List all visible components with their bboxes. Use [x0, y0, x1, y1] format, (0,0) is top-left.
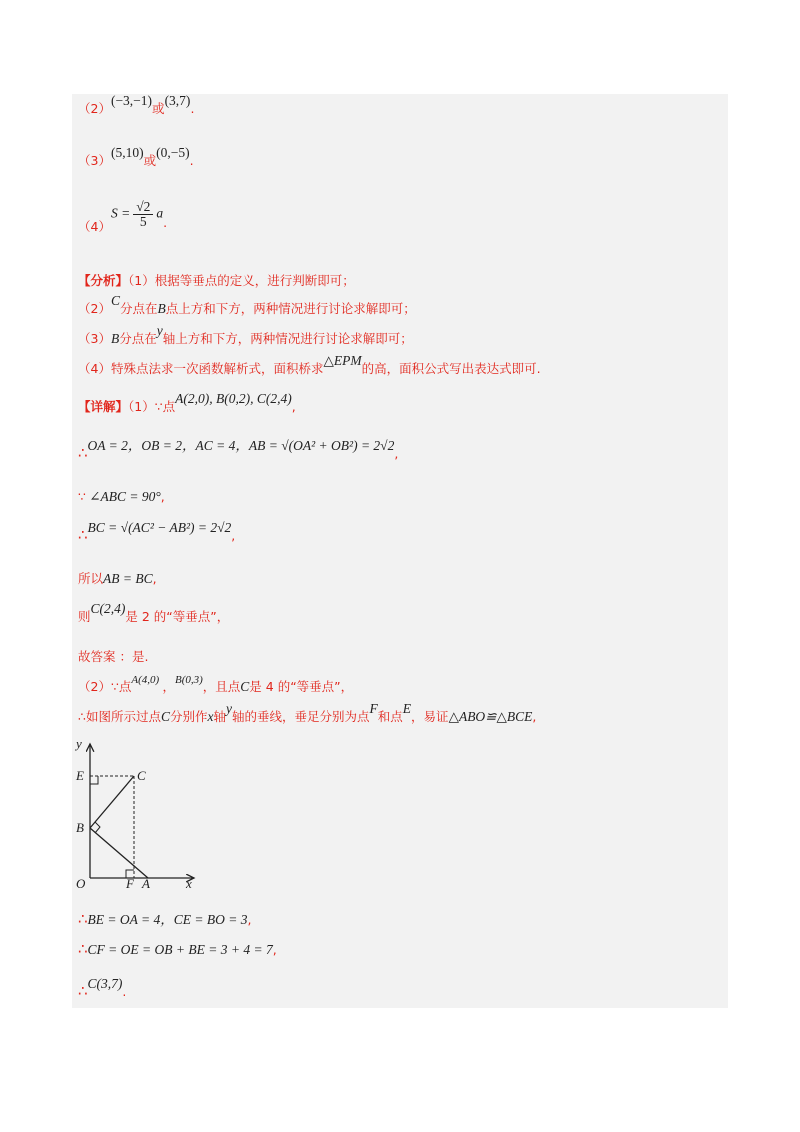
detail-line-10: ∴BE = OA = 4，CE = BO = 3,: [78, 910, 252, 928]
answer-4: （4）S = $\frac{√2}{5}$ a.: [78, 199, 168, 235]
analysis-line-2: （2）C分点在B点上方和下方，两种情况进行讨论求解即可；: [78, 293, 416, 316]
detail-line-1: 【详解】（1）∵点A(2,0), B(0,2), C(2,4),: [78, 391, 296, 414]
detail-line-12: ∴C(3,7).: [78, 976, 127, 1000]
detail-line-5: 所以AB = BC,: [78, 571, 157, 586]
detail-line-6: 则C(2,4)是 2 的“等垂点”，: [78, 601, 230, 624]
label-x: x: [186, 876, 192, 891]
detail-line-7: 故答案 ：是.: [78, 649, 149, 664]
analysis-line-4: （4）特殊点法求一次函数解析式，面积桥求△EPM的高，面积公式写出表达式即可.: [78, 353, 541, 376]
detail-line-9: ∴如图所示过点C分别作x轴y轴的垂线，垂足分别为点F和点E，易证△ABO≌△BCE,: [78, 701, 537, 724]
analysis-line-3: （3）B分点在y轴上方和下方，两种情况进行讨论求解即可；: [78, 323, 413, 346]
detail-line-8: （2）∵点$^{A(4,0)}$ ，$^{B(0,3)}$，且点C是 4 的“等垂点”，: [78, 674, 354, 694]
detail-line-4: ∴BC = √(AC² − AB²) = 2√2,: [78, 520, 236, 544]
detail-line-3: ∵ ∠ABC = 90°,: [78, 489, 165, 504]
fraction: $\frac{√2}{5}$: [133, 200, 153, 229]
label-a: A: [142, 876, 150, 891]
label-c: C: [137, 768, 146, 783]
label-y: y: [76, 738, 82, 751]
answer-2: （2）(−3,−1)或(3,7).: [78, 93, 195, 116]
label-o: O: [76, 876, 86, 891]
segment-ba: [90, 828, 148, 878]
analysis-line-1: 【分析】（1）根据等垂点的定义，进行判断即可；: [78, 273, 355, 288]
label-e: E: [76, 768, 84, 783]
detail-line-2: ∴OA = 2，OB = 2，AC = 4，AB = √(OA² + OB²) = 2√2,: [78, 438, 399, 462]
label-f: F: [126, 876, 134, 891]
label-b: B: [76, 820, 84, 835]
right-angle-b: [95, 822, 100, 833]
geometry-figure: [70, 738, 210, 898]
answer-3: （3）(5,10)或(0,−5).: [78, 145, 194, 168]
detail-line-11: ∴CF = OE = OB + BE = 3 + 4 = 7,: [78, 940, 277, 958]
right-angle-e: [90, 776, 98, 784]
